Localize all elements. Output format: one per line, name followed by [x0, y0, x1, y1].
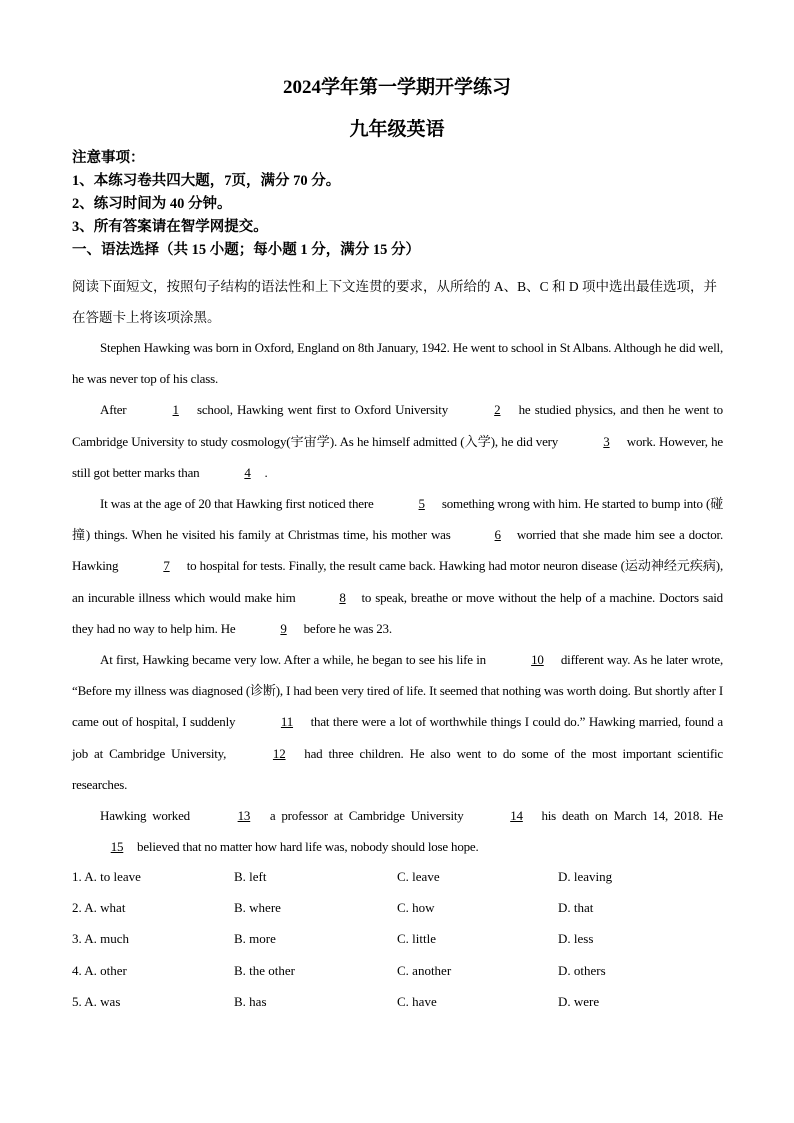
blank-14: 14 [510, 808, 523, 824]
blank-5: 5 [418, 496, 425, 512]
passage-text: . [264, 464, 268, 480]
passage-text: that there were a lot of worthwhile things I could do.” Hawking married, found a job at Cambridge University, [72, 714, 723, 761]
notes-heading: 注意事项： [72, 150, 145, 166]
option-c: C. have [397, 993, 437, 1009]
passage-text: a professor at Cambridge University [263, 808, 470, 824]
exam-subject: 九年级英语 [349, 119, 445, 140]
notes-section [72, 147, 722, 262]
option-a: 1. A. to leave [72, 869, 141, 884]
passage-paragraph [72, 332, 723, 394]
option-d: D. others [558, 962, 606, 978]
option-b: B. left [234, 869, 267, 884]
passage-text: Hawking worked [100, 808, 196, 824]
option-b: B. more [234, 931, 276, 947]
notes-item: 2、练习时间为 40 分钟。 [72, 196, 232, 212]
passage-paragraph [72, 800, 723, 862]
option-c: C. leave [397, 869, 440, 884]
passage-text: to speak, breathe or move without the help of a machine. Doctors said they had no way to help him. He [72, 589, 723, 636]
option-b: B. has [234, 993, 267, 1009]
exam-title: 2024学年第一学期开学练习 [282, 77, 511, 98]
option-row [72, 986, 732, 1017]
passage-text: had three children. He also went to do some of the most important scientific researches. [72, 745, 723, 792]
answer-options [72, 861, 732, 1017]
section-instruction: 阅读下面短文，按照句子结构的语法性和上下文连贯的要求，从所给的 A、B、C 和 D 项中选出最佳选项，并在答题卡上将该项涂黑。 [72, 279, 718, 325]
blank-2: 2 [494, 402, 501, 418]
blank-8: 8 [339, 589, 346, 605]
passage-paragraph [72, 394, 723, 488]
passage-text: At first, Hawking became very low. After a while, he began to see his life in [100, 652, 490, 668]
blank-1: 1 [172, 402, 179, 418]
passage-text: It was at the age of 20 that Hawking first noticed there [100, 496, 377, 512]
passage-text: Stephen Hawking was born in Oxford, England on 8th January, 1942. He went to school in St Albans. Although he did well, he was never top of his class. [72, 340, 723, 387]
option-row [72, 861, 732, 892]
passage-text: his death on March 14, 2018. He [535, 808, 723, 824]
option-c: C. how [397, 900, 435, 916]
option-d: D. less [558, 931, 594, 947]
option-b: B. where [234, 900, 281, 916]
passage-text: different way. As he later wrote, “Before my illness was diagnosed (诊断), I had been very tired of life. It seemed that nothing was worth doing. But shortly after I came out of hospital, I suddenly [72, 652, 723, 730]
passage-paragraph [72, 644, 723, 800]
option-c: C. little [397, 931, 436, 947]
option-row [72, 955, 732, 986]
passage-text: worried that she made him see a doctor. Hawking [72, 527, 723, 574]
passage-text: work. However, he still got better marks than [72, 433, 723, 480]
option-d: D. leaving [558, 869, 613, 884]
option-d: D. were [558, 993, 600, 1009]
option-b: B. the other [234, 962, 296, 978]
option-a: 5. A. was [72, 993, 121, 1009]
blank-13: 13 [237, 808, 251, 824]
reading-passage [72, 332, 723, 862]
blank-15: 15 [110, 839, 124, 855]
passage-paragraph [72, 488, 723, 644]
passage-text: school, Hawking went first to Oxford University [192, 402, 453, 418]
passage-text: before he was 23. [300, 620, 392, 636]
option-a: 2. A. what [72, 900, 126, 916]
blank-9: 9 [280, 620, 287, 636]
option-d: D. that [558, 900, 594, 916]
option-a: 3. A. much [72, 931, 130, 947]
notes-item: 1、本练习卷共四大题，7页，满分 70 分。 [72, 173, 341, 189]
notes-item: 3、所有答案请在智学网提交。 [72, 219, 268, 235]
option-row [72, 923, 732, 954]
option-c: C. another [397, 962, 452, 978]
passage-text: to hospital for tests. Finally, the result came back. Hawking had motor neuron disease (运动神经元疾病), an incurable illness which would make him [72, 558, 723, 605]
blank-4: 4 [244, 464, 251, 480]
blank-3: 3 [603, 433, 610, 449]
passage-text: something wrong with him. He started to bump into (碰撞) things. When he visited his family at Christmas time, his mother was [72, 496, 723, 543]
blank-7: 7 [163, 558, 170, 574]
blank-11: 11 [280, 714, 294, 730]
option-a: 4. A. other [72, 962, 127, 978]
passage-text: After [100, 402, 131, 418]
blank-6: 6 [494, 527, 501, 543]
blank-10: 10 [531, 652, 544, 668]
option-row [72, 892, 732, 923]
section-heading: 一、语法选择（共 15 小题；每小题 1 分，满分 15 分） [72, 242, 420, 258]
passage-text: he studied physics, and then he went to Cambridge University to study cosmology(宇宙学). As he himself admitted (入学), he did very [72, 402, 723, 449]
blank-12: 12 [272, 745, 286, 761]
passage-text: believed that no matter how hard life was, nobody should lose hope. [134, 839, 479, 855]
